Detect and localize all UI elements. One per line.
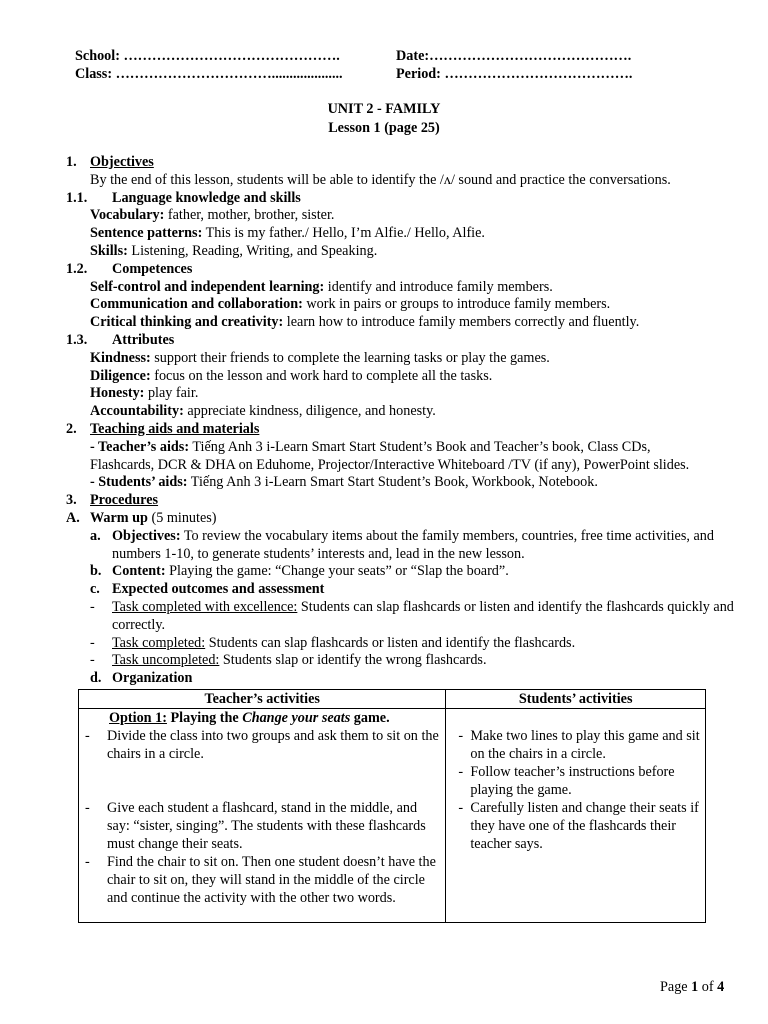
vocabulary-line: Vocabulary: father, mother, brother, sister. — [90, 207, 335, 224]
table-row — [79, 709, 706, 923]
table-header-row — [79, 690, 706, 709]
attribute-line: Honesty: play fair. — [90, 385, 199, 402]
warm-up-content: b. Content: Playing the game: “Change your seats” or “Slap the board”. — [90, 563, 509, 580]
competence-line: Communication and collaboration: work in pairs or groups to introduce family members. — [90, 296, 611, 313]
class-field: Class: …………………………….................... — [75, 66, 343, 82]
unit-title: UNIT 2 - FAMILY — [327, 101, 441, 117]
assessment-item: - Task uncompleted: Students slap or identify the wrong flashcards. — [90, 652, 487, 669]
skills-line: Skills: Listening, Reading, Writing, and Speaking. — [90, 242, 378, 259]
assessment-item: - Task completed: Students can slap flashcards or listen and identify the flashcards. — [90, 634, 576, 651]
attribute-line: Kindness: support their friends to complete the learning tasks or play the games. — [90, 349, 550, 366]
teacher-activities-header: Teacher’s activities — [79, 690, 446, 709]
section-procedures: 3. Procedures — [66, 492, 159, 509]
warm-up-objectives: a. Objectives: To review the vocabulary items about the family members, countries, free time activities, and numbers 1-10, to generate students’ interests and, lead in the new lesson. — [90, 527, 714, 562]
option-title: Option 1: Playing the Change your seats game. — [109, 710, 390, 726]
warm-up-heading: A. Warm up (5 minutes) — [66, 509, 217, 526]
section-title: Procedures — [90, 492, 159, 509]
attribute-line: Diligence: focus on the lesson and work hard to complete all the tasks. — [90, 367, 493, 384]
section-title: Objectives — [90, 154, 154, 170]
teacher-activities-cell — [79, 709, 446, 923]
student-activity-item: - Carefully listen and change their seats if they have one of the flashcards their teacher says. — [458, 800, 699, 852]
teacher-activity-item: - Give each student a flashcard, stand in the middle, and say: “sister, singing”. The students with these flashcards must change their seats. — [85, 800, 426, 852]
period-field: Period: …………………………………. — [396, 66, 633, 82]
student-activity-item: - Make two lines to play this game and sit on the chairs in a circle. — [458, 728, 700, 762]
subsection-competences: 1.2. Competences — [66, 260, 193, 277]
section-title: Teaching aids and materials — [90, 420, 260, 437]
objectives-intro: By the end of this lesson, students will be able to identify the /ʌ/ sound and practice the conversations. — [90, 171, 671, 188]
section-teaching-aids: 2. Teaching aids and materials — [66, 420, 260, 437]
competence-line: Self-control and independent learning: identify and introduce family members. — [90, 278, 553, 295]
students-aids-line: - Students’ aids: Tiếng Anh 3 i-Learn Smart Start Student’s Book, Workbook, Notebook. — [90, 474, 598, 491]
school-field: School: ………………………………………. — [75, 48, 340, 64]
student-activity-item: - Follow teacher’s instructions before playing the game. — [458, 764, 675, 798]
warm-up-outcomes: c. Expected outcomes and assessment — [90, 581, 325, 598]
header-right — [396, 47, 632, 83]
assessment-item: - Task completed with excellence: Students can slap flashcards or listen and identify the flashcards quickly and correctly. — [90, 598, 734, 633]
activities-table — [78, 689, 706, 923]
warm-up-organization: d. Organization — [90, 670, 193, 687]
subsection-attributes: 1.3. Attributes — [66, 331, 175, 348]
subsection-language: 1.1. Language knowledge and skills — [66, 189, 301, 206]
lesson-title — [0, 100, 768, 138]
competence-line: Critical thinking and creativity: learn how to introduce family members correctly and fluently. — [90, 314, 640, 331]
section-objectives: 1. Objectives — [66, 154, 154, 170]
header-left — [75, 47, 343, 83]
lesson-subtitle: Lesson 1 (page 25) — [328, 120, 440, 136]
attribute-line: Accountability: appreciate kindness, diligence, and honesty. — [90, 403, 436, 420]
students-activities-header: Students’ activities — [446, 690, 706, 709]
lesson-body — [66, 154, 746, 688]
students-activities-cell — [446, 709, 706, 923]
sentence-patterns-line: Sentence patterns: This is my father./ Hello, I’m Alfie./ Hello, Alfie. — [90, 225, 485, 242]
date-field: Date:……………………………………. — [396, 48, 632, 64]
teacher-activity-item: - Divide the class into two groups and ask them to sit on the chairs in a circle. — [85, 728, 439, 762]
teacher-aids-line: - Teacher’s aids: Tiếng Anh 3 i-Learn Smart Start Student’s Book and Teacher’s book, Class CDs, — [90, 438, 651, 455]
page-number: Page 1 of 4 — [660, 979, 725, 995]
teacher-activity-item: - Find the chair to sit on. Then one student doesn’t have the chair to sit on, they will stand in the middle of the circle and continue the activity with the other two words. — [85, 854, 436, 906]
teacher-aids-line-cont: Flashcards, DCR & DHA on Eduhome, Projector/Interactive Whiteboard /TV (if any), PowerPoint slides. — [90, 456, 690, 473]
